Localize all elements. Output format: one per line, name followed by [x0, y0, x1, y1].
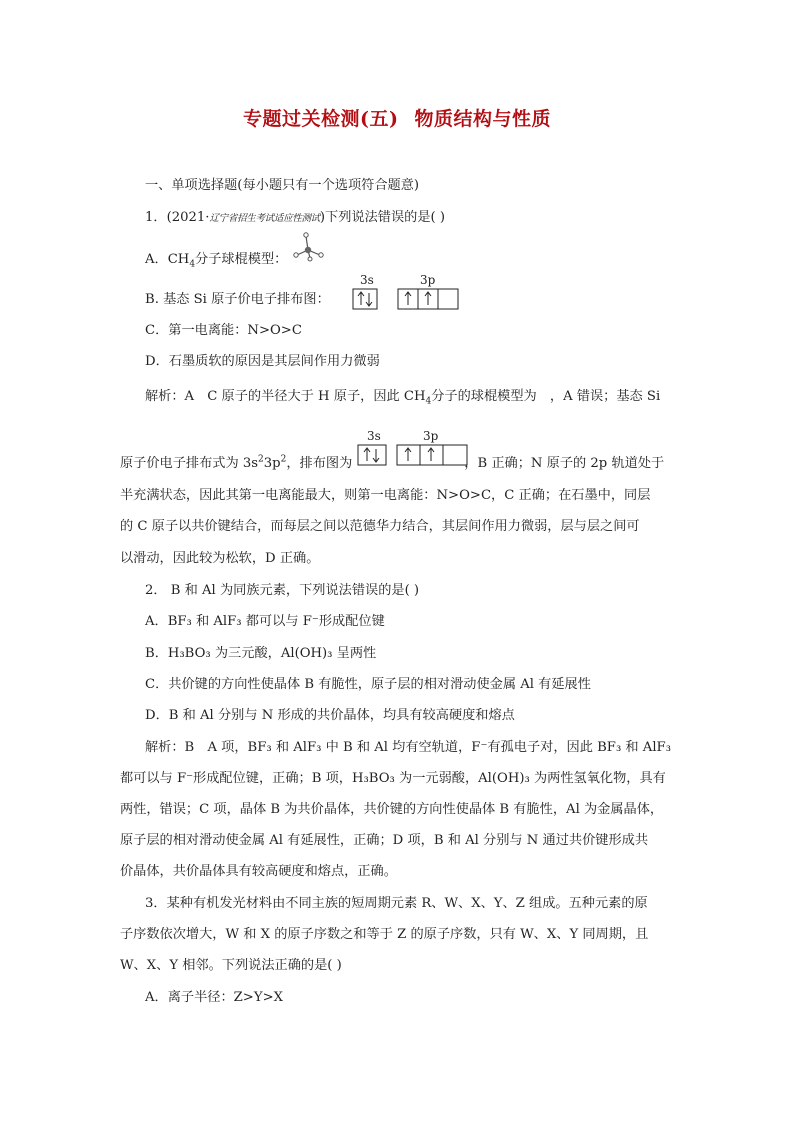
orb-3p-label: 3p: [420, 273, 436, 287]
q3-stem-3: W、X、Y 相邻。下列说法正确的是( ): [120, 958, 342, 973]
q3-option-a: A．离子半径：Z>Y>X: [145, 990, 284, 1005]
q2-option-b: B．H₃BO₃ 为三元酸，Al(OH)₃ 呈两性: [145, 646, 377, 661]
q1-option-a: A．$CH_4$分子球棍模型：: [145, 250, 326, 270]
q1-stem: 1．(2021·辽宁省招生考试适应性测试)下列说法错误的是( ): [145, 210, 446, 225]
q2-option-c: C．共价键的方向性使晶体 B 有脆性，原子层的相对滑动使金属 Al 有延展性: [145, 677, 591, 692]
q1-explanation-5: 以滑动，因此较为松软，D 正确。: [120, 551, 320, 566]
title-sub: 物质结构与性质: [414, 108, 551, 130]
si-orbital-diagram-question: [350, 272, 462, 312]
q1-explanation-3: 半充满状态，因此其第一电离能最大，则第一电离能：N>O>C，C 正确；在石墨中，同层: [120, 488, 651, 503]
q1-explanation-1: 解析：A C 原子的半径大于 H 原子，因此 $CH_4$分子的球棍模型为 ，A 错误；基态 Si: [145, 389, 661, 407]
svg-text:3s: 3s: [367, 429, 381, 443]
q1-option-d: D．石墨质软的原因是其层间作用力微弱: [145, 354, 380, 369]
q1-explanation-4: 的 C 原子以共价键结合，而每层之间以范德华力结合，其层间作用力微弱，层与层之间可: [120, 519, 640, 534]
si-orbital-diagram-answer: [355, 428, 470, 468]
q2-explanation-3: 两性，错误；C 项，晶体 B 为共价晶体，共价键的方向性使晶体 B 有脆性，Al 为金属晶体，: [120, 802, 664, 817]
q2-explanation-5: 价晶体，共价晶体具有较高硬度和熔点，正确。: [120, 864, 397, 879]
q1-source: 辽宁省招生考试适应性测试: [209, 213, 320, 224]
svg-text:3p: 3p: [423, 429, 439, 443]
q1-option-b: B. 基态 Si 原子价电子排布图：: [145, 292, 330, 307]
q3-stem-2: 子序数依次增大，W 和 X 的原子序数之和等于 Z 的原子序数，只有 W、X、Y 同周期，且: [120, 927, 649, 942]
q3-stem-1: 3．某种有机发光材料由不同主族的短周期元素 R、W、X、Y、Z 组成。五种元素的原: [145, 896, 648, 911]
q2-explanation-4: 原子层的相对滑动使金属 Al 有延展性，正确；D 项，B 和 Al 分别与 N 通过共价键形成共: [120, 833, 649, 848]
q2-explanation-2: 都可以与 F⁻形成配位键，正确；B 项，H₃BO₃ 为一元弱酸，Al(OH)₃ 为两性氢氧化物，具有: [120, 771, 666, 786]
q2-explanation-1: 解析：B A 项，BF₃ 和 AlF₃ 中 B 和 Al 均有空轨道，F⁻有孤电子对，因此 BF₃ 和 AlF₃: [145, 740, 671, 755]
q2-stem: 2． B 和 Al 为同族元素，下列说法错误的是( ): [145, 583, 420, 598]
section-heading: 一、单项选择题(每小题只有一个选项符合题意): [145, 178, 420, 193]
title-main: 专题过关检测(五): [243, 108, 399, 130]
ball-stick-model-icon: [292, 230, 326, 264]
page-title: [0, 104, 794, 131]
q2-option-a: A．BF₃ 和 AlF₃ 都可以与 F⁻形成配位键: [145, 614, 385, 629]
q1-explanation-2: 原子价电子排布式为 $3s^23p^2$，排布图为 ，B 正确；N 原子的 2p 轨道处于: [120, 454, 665, 471]
orb-3s-label: 3s: [360, 273, 374, 287]
q1-option-c: C．第一电离能：N>O>C: [145, 323, 302, 338]
q2-option-d: D．B 和 Al 分别与 N 形成的共价晶体，均具有较高硬度和熔点: [145, 708, 515, 723]
